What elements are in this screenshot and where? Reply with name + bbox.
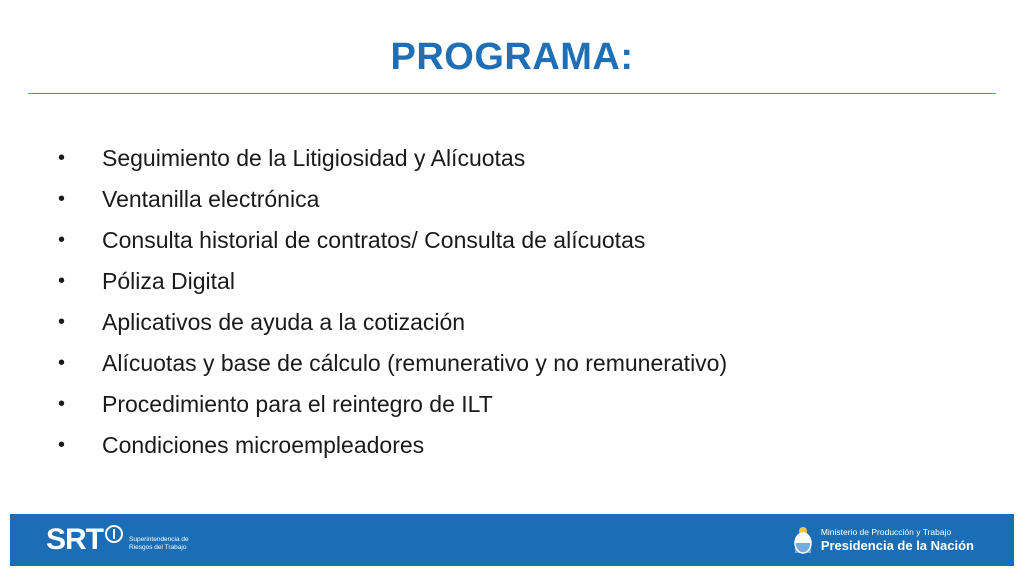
bullet-item	[58, 386, 727, 427]
srt-logo-text: SRT	[46, 523, 103, 556]
bullet-icon: •	[58, 229, 66, 251]
bullet-text: Seguimiento de la Litigiosidad y Alícuotas	[102, 145, 526, 171]
bullet-text: Póliza Digital	[102, 268, 235, 294]
bullet-item	[58, 263, 727, 304]
footer-bar	[10, 514, 1014, 566]
bullet-item	[58, 181, 727, 222]
presidency-name: Presidencia de la Nación	[820, 538, 974, 553]
bullet-text: Ventanilla electrónica	[102, 186, 320, 212]
bullet-text: Consulta historial de contratos/ Consulta de alícuotas	[102, 227, 646, 253]
title-divider	[28, 93, 996, 94]
bullet-icon: •	[58, 147, 66, 169]
bullet-item	[58, 345, 727, 386]
bullet-item	[58, 427, 727, 468]
government-logo	[793, 520, 974, 560]
bullet-icon: •	[58, 434, 66, 456]
bullet-item	[58, 304, 727, 345]
government-text	[821, 527, 974, 553]
bullet-icon: •	[58, 270, 66, 292]
slide-title: PROGRAMA:	[390, 36, 634, 78]
bullet-icon: •	[58, 311, 66, 333]
srt-subtitle-line1: Superintendencia de	[129, 536, 189, 543]
srt-subtitle-line2: Riesgos del Trabajo	[129, 544, 187, 551]
bullet-item	[58, 140, 727, 181]
bullet-icon: •	[58, 393, 66, 415]
srt-subtitle	[129, 536, 189, 552]
ministry-name: Ministerio de Producción y Trabajo	[820, 527, 952, 537]
bullet-text: Procedimiento para el reintegro de ILT	[102, 391, 493, 417]
argentina-coat-of-arms-icon	[793, 525, 813, 555]
bullet-item	[58, 222, 727, 263]
bullet-icon: •	[58, 188, 66, 210]
srt-emblem-icon	[105, 525, 123, 543]
bullet-list	[58, 140, 727, 468]
srt-logo	[46, 523, 189, 557]
bullet-text: Alícuotas y base de cálculo (remunerativo y no remunerativo)	[102, 350, 728, 376]
bullet-text: Aplicativos de ayuda a la cotización	[102, 309, 466, 335]
bullet-text: Condiciones microempleadores	[102, 432, 425, 458]
bullet-icon: •	[58, 352, 66, 374]
